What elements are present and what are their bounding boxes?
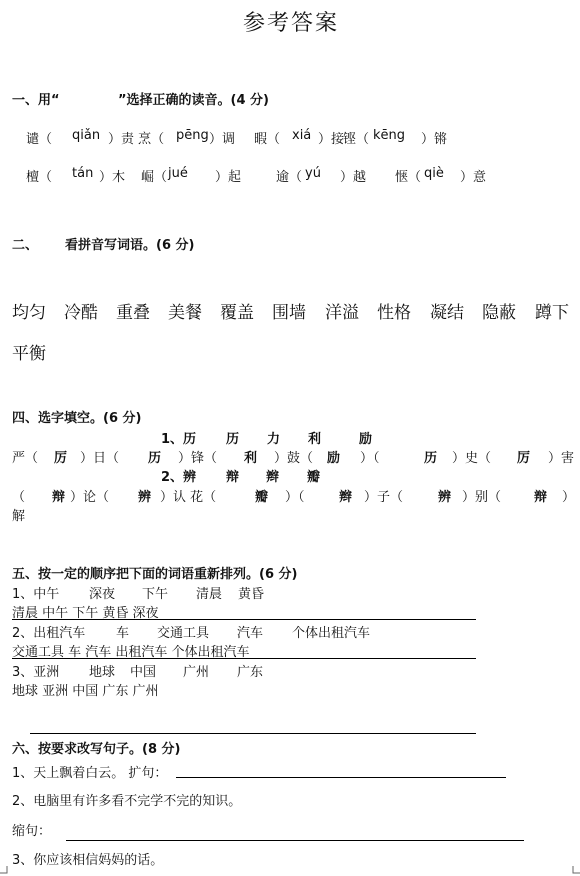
- answer: 厉: [517, 451, 531, 466]
- word: 洋溢: [325, 303, 359, 323]
- word: 平衡: [12, 344, 46, 364]
- char: ）接: [318, 132, 345, 147]
- pinyin-answer: kēng: [373, 128, 406, 143]
- answer: 辩: [52, 490, 66, 505]
- answer-blank[interactable]: [176, 777, 506, 778]
- text: （: [12, 490, 26, 505]
- option: 利: [308, 432, 322, 447]
- text: ）认 花（: [160, 490, 217, 505]
- char: ）木: [99, 170, 126, 185]
- option: 瓣: [307, 470, 321, 485]
- text: ）锋（: [178, 451, 218, 466]
- text: ）史（: [452, 451, 492, 466]
- question-3: 3、你应该相信妈妈的话。: [12, 853, 164, 868]
- pinyin-answer: yú: [305, 166, 321, 181]
- text: ）论（: [70, 490, 110, 505]
- section2-heading-b: 看拼音写词语。(6 分): [65, 238, 195, 253]
- word: 1、中午: [12, 587, 60, 602]
- word: 均匀: [12, 303, 46, 323]
- answer: 辫: [339, 490, 353, 505]
- char: 崛（: [141, 170, 168, 185]
- word: 3、亚洲: [12, 665, 60, 680]
- option: 2、辨: [161, 470, 197, 485]
- underline: [12, 658, 476, 659]
- word: 蹲下: [535, 303, 569, 323]
- char: ）锵: [421, 132, 448, 147]
- text: ）鼓（: [274, 451, 314, 466]
- text: ）害: [548, 451, 575, 466]
- answer: 历: [424, 451, 438, 466]
- char: ）越: [340, 170, 367, 185]
- text: ）别（: [462, 490, 502, 505]
- pinyin-answer: pēng: [176, 128, 209, 143]
- text: 严（: [12, 451, 39, 466]
- answer: 辨: [138, 490, 152, 505]
- text: ）子（: [364, 490, 404, 505]
- page-corner-mark: [572, 866, 580, 874]
- word: 黄昏: [238, 587, 265, 602]
- word: 广州: [183, 665, 210, 680]
- word: 中国: [130, 665, 157, 680]
- underline: [30, 733, 476, 734]
- answer-blank[interactable]: [66, 840, 524, 841]
- page-title: 参考答案: [243, 11, 340, 36]
- answer-line: 交通工具 车 汽车 出租汽车 个体出租汽车: [12, 645, 250, 660]
- word: 下午: [142, 587, 169, 602]
- word: 隐蔽: [482, 303, 516, 323]
- answer: 励: [327, 451, 341, 466]
- answer-line: 地球 亚洲 中国 广东 广州: [12, 684, 159, 699]
- word: 凝结: [430, 303, 464, 323]
- pinyin-answer: qiǎn: [72, 128, 101, 143]
- answer: 辨: [438, 490, 452, 505]
- answer: 利: [244, 451, 258, 466]
- text: ）（: [285, 490, 305, 505]
- option: 辫: [266, 470, 280, 485]
- word: 美餐: [168, 303, 202, 323]
- word: 冷酷: [64, 303, 98, 323]
- pinyin-answer: xiá: [292, 128, 312, 143]
- char: 铿（: [343, 132, 370, 147]
- answer: 厉: [54, 451, 68, 466]
- word: 汽车: [237, 626, 264, 641]
- answer: 历: [148, 451, 162, 466]
- char: 惬（: [395, 170, 422, 185]
- word: 车: [116, 626, 130, 641]
- pinyin-answer: tán: [72, 166, 94, 181]
- section5-heading: 五、按一定的顺序把下面的词语重新排列。(6 分): [12, 567, 298, 582]
- word: 地球: [89, 665, 116, 680]
- option: 历: [226, 432, 240, 447]
- option: 辩: [226, 470, 240, 485]
- section2-heading-a: 二、: [12, 238, 39, 253]
- char: ）起: [215, 170, 242, 185]
- text: ）日（: [80, 451, 120, 466]
- answer: 瓣: [255, 490, 269, 505]
- word: 性格: [377, 303, 411, 323]
- option: 力: [267, 432, 281, 447]
- word: 2、出租汽车: [12, 626, 86, 641]
- page-corner-mark: [0, 866, 8, 874]
- char: 暇（: [254, 132, 281, 147]
- text: ）（: [360, 451, 380, 466]
- word: 个体出租汽车: [292, 626, 371, 641]
- option: 励: [359, 432, 373, 447]
- section1-heading-b: ”选择正确的读音。(4 分): [118, 93, 269, 108]
- text: ）: [562, 490, 576, 505]
- answer-line: 清晨 中午 下午 黄昏 深夜: [12, 606, 159, 621]
- section1-heading-a: 一、用“: [12, 93, 60, 108]
- word: 广东: [237, 665, 264, 680]
- shorten-label: 缩句：: [12, 824, 52, 839]
- char: 檀（: [26, 170, 53, 185]
- pinyin-answer: jué: [168, 166, 188, 181]
- pinyin-answer: qiè: [424, 166, 444, 181]
- question-1: 1、天上飘着白云。 扩句：: [12, 766, 168, 781]
- char: 逾（: [276, 170, 303, 185]
- continuation-text: 解: [12, 509, 26, 524]
- char: ）责 烹（: [108, 132, 165, 147]
- char: 谴（: [26, 132, 53, 147]
- word: 覆盖: [220, 303, 254, 323]
- answer: 辩: [534, 490, 548, 505]
- underline: [12, 619, 476, 620]
- question-2: 2、电脑里有许多看不完学不完的知识。: [12, 794, 242, 809]
- word: 重叠: [116, 303, 150, 323]
- word: 交通工具: [157, 626, 210, 641]
- char: ）意: [460, 170, 487, 185]
- section4-heading: 四、选字填空。(6 分): [12, 411, 142, 426]
- word: 深夜: [89, 587, 116, 602]
- char: ）调: [209, 132, 236, 147]
- word: 清晨: [196, 587, 223, 602]
- word: 围墙: [272, 303, 306, 323]
- section6-heading: 六、按要求改写句子。(8 分): [12, 742, 181, 757]
- option: 1、历: [161, 432, 197, 447]
